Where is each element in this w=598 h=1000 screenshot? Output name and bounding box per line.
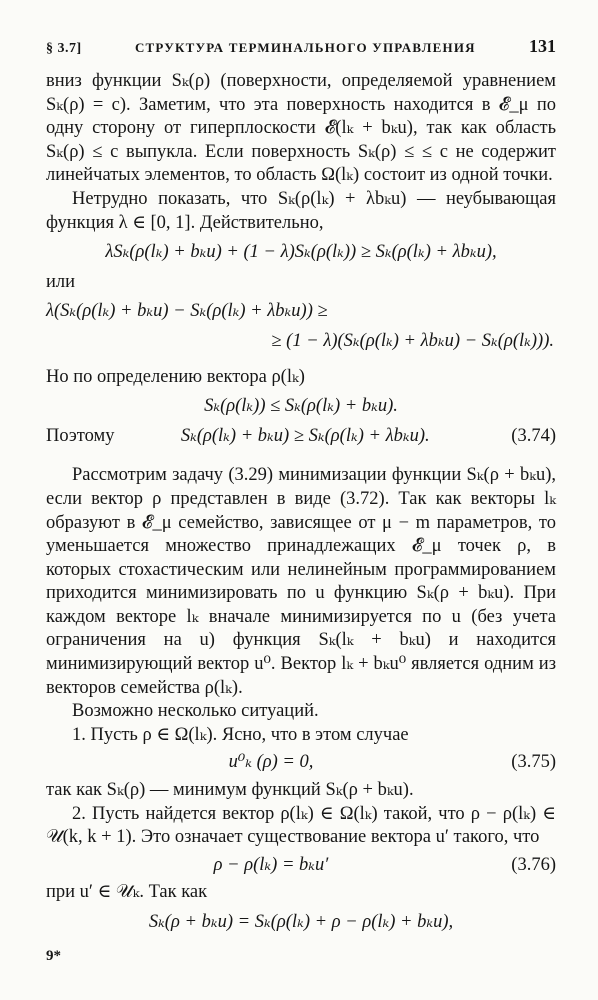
equation-inequality-2b: ≥ (1 − λ)(Sₖ(ρ(lₖ) + λbₖu) − Sₖ(ρ(lₖ))).: [271, 330, 554, 351]
page-body: [46, 70, 556, 941]
equation-row-3-76: [46, 854, 556, 878]
equation-inequality-1: λSₖ(ρ(lₖ) + bₖu) + (1 − λ)Sₖ(ρ(lₖ)) ≥ Sₖ(ρ(lₖ) + λbₖu),: [105, 242, 497, 263]
equation-3-76: ρ − ρ(lₖ) = bₖu′: [213, 854, 329, 875]
equation-final: Sₖ(ρ + bₖu) = Sₖ(ρ(lₖ) + ρ − ρ(lₖ) + bₖu),: [148, 912, 454, 932]
paragraph-6: 1. Пусть ρ ∈ Ω(lₖ). Ясно, что в этом случае: [72, 724, 409, 745]
equation-row-3-74: [46, 425, 556, 449]
paragraph-9: при u′ ∈ 𝒰ₖ. Так как: [46, 882, 208, 903]
running-header: [46, 36, 556, 62]
signature-mark: 9*: [46, 948, 61, 964]
paragraph-7: так как Sₖ(ρ) — минимум функций Sₖ(ρ + bₖu).: [46, 780, 414, 801]
equation-label-3-75: (3.75): [511, 752, 556, 773]
equation-3-74: Sₖ(ρ(lₖ) + bₖu) ≥ Sₖ(ρ(lₖ) + λbₖu).: [180, 425, 430, 446]
paragraph-1: вниз функции Sₖ(ρ) (поверхности, определяемой уравнением Sₖ(ρ) = c). Заметим, что эта поверхность находится в 𝓔_μ по одну сторону от гиперплоскости 𝓔(lₖ + bₖu), так как область Sₖ(ρ) ≤ c выпукла. Если поверхность Sₖ(ρ) ≤ ≤ c не содержит линейчатых элементов, то область Ω(lₖ) состоит из одной точки.: [46, 71, 556, 186]
paragraph-2: Нетрудно показать, что Sₖ(ρ(lₖ) + λbₖu) — неубывающая функция λ ∈ [0, 1]. Действительно,: [46, 188, 556, 233]
section-ref: § 3.7]: [46, 41, 82, 56]
equation-definition: Sₖ(ρ(lₖ)) ≤ Sₖ(ρ(lₖ) + bₖu).: [204, 396, 398, 417]
word-therefore: Поэтому: [46, 425, 115, 446]
equation-3-75: u⁰ₖ (ρ) = 0,: [228, 752, 314, 773]
paragraph-8: 2. Пусть найдется вектор ρ(lₖ) ∈ Ω(lₖ) такой, что ρ − ρ(lₖ) ∈ 𝒰(k, k + 1). Это означает существование вектора u′ такого, что: [46, 803, 556, 848]
equation-inequality-2a: λ(Sₖ(ρ(lₖ) + bₖu) − Sₖ(ρ(lₖ) + λbₖu)) ≥: [46, 301, 328, 322]
word-or: или: [46, 271, 76, 292]
page-number: 131: [529, 36, 556, 56]
running-title: СТРУКТУРА ТЕРМИНАЛЬНОГО УПРАВЛЕНИЯ: [134, 40, 476, 55]
paragraph-4: Рассмотрим задачу (3.29) минимизации функции Sₖ(ρ + bₖu), если вектор ρ представлен в виде (3.72). Так как векторы lₖ образуют в 𝓔_μ семейство, зависящее от μ − m параметров, то уменьшается множество принадлежащих 𝓔_μ точек ρ, в которых стохастическим или нелинейным программированием приходится минимизировать по u функцию Sₖ(ρ + bₖu). При каждом векторе lₖ вначале минимизируется по u (без учета ограничения на u) функция Sₖ(lₖ + bₖu) и находится минимизирующий вектор u⁰. Вектор lₖ + bₖu⁰ является одним из векторов семейства ρ(lₖ).: [46, 465, 556, 698]
paragraph-5: Возможно несколько ситуаций.: [72, 701, 319, 722]
equation-label-3-76: (3.76): [511, 854, 556, 875]
equation-row-3-75: [46, 751, 556, 775]
equation-label-3-74: (3.74): [511, 425, 556, 446]
paragraph-3: Но по определению вектора ρ(lₖ): [46, 366, 305, 387]
